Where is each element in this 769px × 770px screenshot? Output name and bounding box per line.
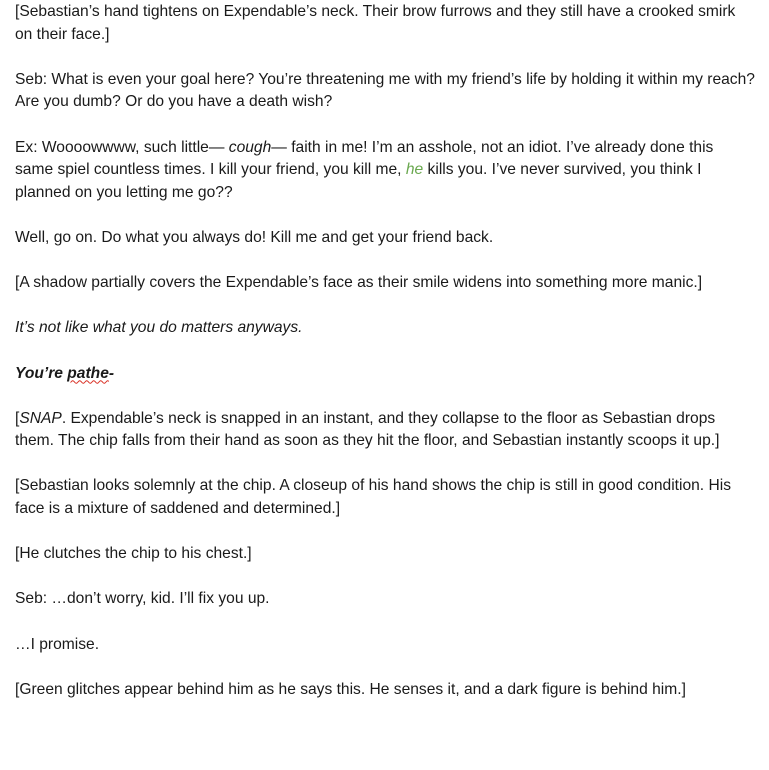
paragraph-stage-direction-6: [Green glitches appear behind him as he says this. He senses it, and a dark figure is behind him.] (15, 680, 686, 698)
paragraph-dialogue-seb-3: …I promise. (15, 635, 100, 653)
bold-italic-text: You’re (15, 364, 68, 382)
paragraph-bold-italic-line (15, 363, 755, 386)
paragraph-dialogue-ex-2: Well, go on. Do what you always do! Kill me and get your friend back. (15, 228, 494, 246)
italic-cough: cough (228, 138, 272, 156)
dialogue-text: Ex: Woooowwww, such little— (15, 138, 229, 156)
paragraph-dialogue-seb-1: Seb: What is even your goal here? You’re threatening me with my friend’s life by holding it within my reach? Are you dumb? Or do you have a death wish? (15, 70, 755, 111)
dialogue-text: — faith in me! I’m an asshole, not an idiot. I’ve already done this same spiel countless times. I kill your friend, you kill me, (15, 138, 714, 179)
paragraph-dialogue-seb-2: Seb: …don’t worry, kid. I’ll fix you up. (15, 590, 270, 608)
paragraph-dialogue-ex-1 (15, 137, 755, 205)
green-italic-he: he (405, 161, 424, 179)
paragraph-italic-line: It’s not like what you do matters anyways. (15, 319, 303, 337)
paragraph-stage-direction-3 (15, 408, 755, 453)
paragraph-stage-direction-2: [A shadow partially covers the Expendable’s face as their smile widens into something more manic.] (15, 274, 703, 292)
paragraph-stage-direction-4: [Sebastian looks solemnly at the chip. A closeup of his hand shows the chip is still in good condition. His face is a mixture of saddened and determined.] (15, 477, 731, 518)
paragraph-stage-direction-5: [He clutches the chip to his chest.] (15, 545, 252, 563)
italic-snap: SNAP (19, 409, 62, 427)
bold-italic-text: - (108, 364, 115, 382)
spellcheck-word[interactable]: pathe (67, 364, 109, 382)
document-body (15, 1, 755, 701)
stage-text: . Expendable’s neck is snapped in an instant, and they collapse to the floor as Sebastian drops them. The chip falls from their hand as soon as they hit the floor, and Sebastian instantly scoops it up.] (15, 409, 720, 450)
dialogue-text: kills you. I’ve never survived, you think I planned on you letting me go?? (15, 161, 702, 201)
bracket-text: [ (15, 409, 20, 427)
paragraph-stage-direction-1: [Sebastian’s hand tightens on Expendable’s neck. Their brow furrows and they still have a crooked smirk on their face.] (15, 3, 736, 43)
